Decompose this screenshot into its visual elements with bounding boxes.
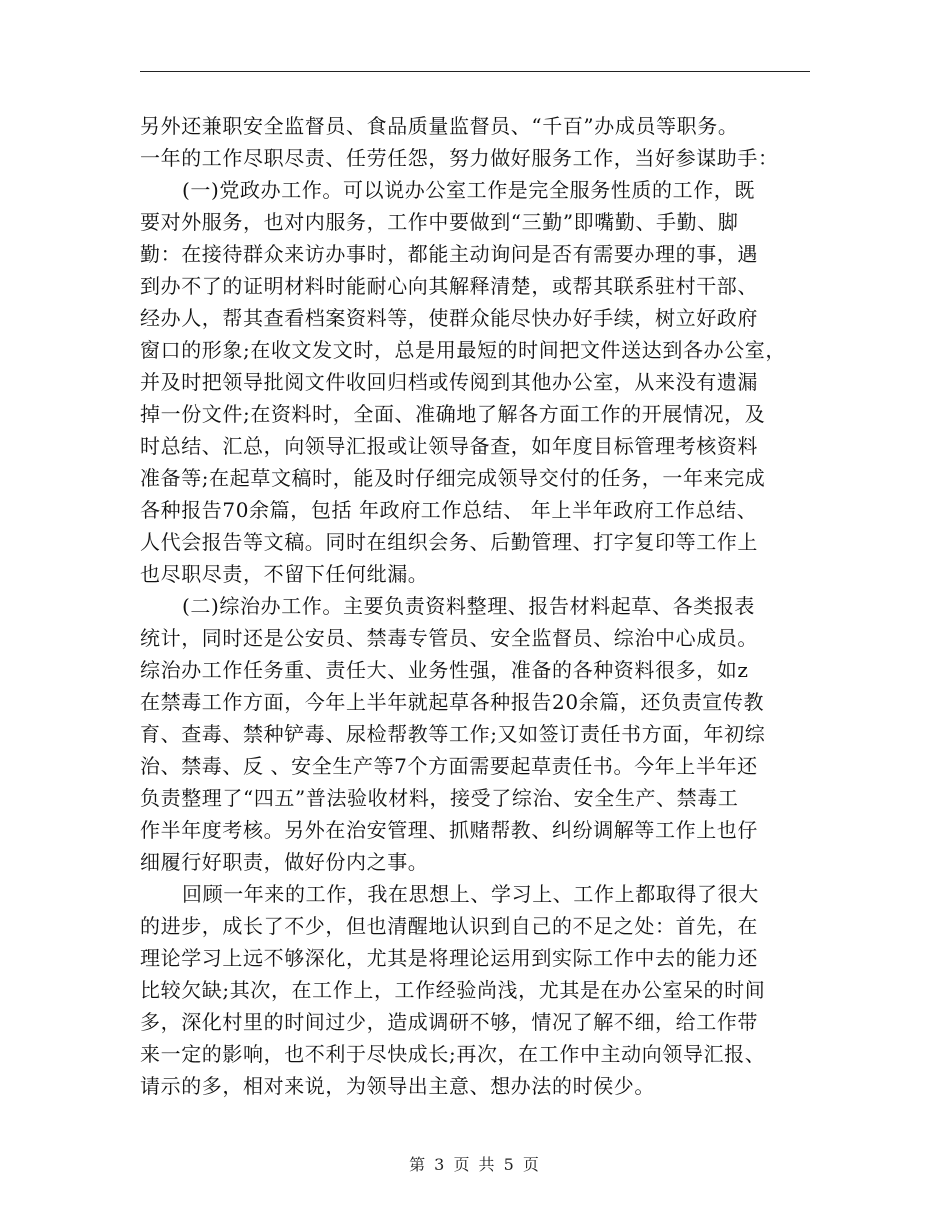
text-line: 并及时把领导批阅文件收回归档或传阅到其他办公室，从来没有遗漏 [140,370,758,394]
text-line: 各种报告70余篇，包括 年政府工作总结、 年上半年政府工作总结、 [140,498,758,522]
document-body [140,110,820,1102]
text-line: 综治办工作任务重、责任大、业务性强，准备的各种资料很多，如z [140,658,749,682]
page-footer: 第 3 页 共 5 页 [409,1155,541,1174]
text-line: 的进步，成长了不少，但也清醒地认识到自己的不足之处：首先，在 [140,914,758,938]
text-line: (二)综治办工作。主要负责资料整理、报告材料起草、各类报表 [182,594,756,618]
text-line: 细履行好职责，做好份内之事。 [140,850,429,874]
text-line: 请示的多，相对来说，为领导出主意、想办法的时侯少。 [140,1074,655,1098]
text-line: 掉一份文件;在资料时，全面、准确地了解各方面工作的开展情况，及 [140,402,766,426]
text-line: 作半年度考核。另外在治安管理、抓赌帮教、纠纷调解等工作上也仔 [140,818,758,842]
text-line: 到办不了的证明材料时能耐心向其解释清楚，或帮其联系驻村干部、 [140,274,758,298]
text-line: 治、禁毒、反 、安全生产等7个方面需要起草责任书。今年上半年还 [140,754,758,778]
text-line: 一年的工作尽职尽责、任劳任怨，努力做好服务工作，当好参谋助手： [140,146,779,170]
text-line: 窗口的形象;在收文发文时，总是用最短的时间把文件送达到各办公室， [140,338,786,362]
text-line: 时总结、汇总，向领导汇报或让领导备查，如年度目标管理考核资料 [140,434,758,458]
text-line: 勤：在接待群众来访办事时，都能主动询问是否有需要办理的事，遇 [140,242,758,266]
text-line: 回顾一年来的工作，我在思想上、学习上、工作上都取得了很大 [182,882,759,906]
text-line: 多，深化村里的时间过少，造成调研不够，情况了解不细，给工作带 [140,1010,758,1034]
text-line: 比较欠缺;其次，在工作上，工作经验尚浅，尤其是在办公室呆的时间 [140,978,766,1002]
text-line: 育、查毒、禁种铲毒、尿检帮教等工作;又如签订责任书方面，年初综 [140,722,766,746]
text-line: 负责整理了“四五”普法验收材料，接受了综治、安全生产、禁毒工 [140,786,739,810]
text-line: 理论学习上远不够深化，尤其是将理论运用到实际工作中去的能力还 [140,946,758,970]
text-line: 也尽职尽责，不留下任何纰漏。 [140,562,429,586]
text-line: 另外还兼职安全监督员、食品质量监督员、“千百”办成员等职务。 [140,114,739,138]
text-line: (一)党政办工作。可以说办公室工作是完全服务性质的工作，既 [182,178,756,202]
text-line: 在禁毒工作方面，今年上半年就起草各种报告20余篇，还负责宣传教 [140,690,765,714]
text-line: 人代会报告等文稿。同时在组织会务、后勤管理、打字复印等工作上 [140,530,758,554]
text-line: 经办人，帮其查看档案资料等，使群众能尽快办好手续，树立好政府 [140,306,758,330]
text-line: 来一定的影响，也不利于尽快成长;再次，在工作中主动向领导汇报、 [140,1042,766,1066]
text-line: 要对外服务，也对内服务，工作中要做到“三勤”即嘴勤、手勤、脚 [140,210,739,234]
text-line: 统计，同时还是公安员、禁毒专管员、安全监督员、综治中心成员。 [140,626,758,650]
header-rule [140,71,810,72]
text-line: 准备等;在起草文稿时，能及时仔细完成领导交付的任务，一年来完成 [140,466,766,490]
